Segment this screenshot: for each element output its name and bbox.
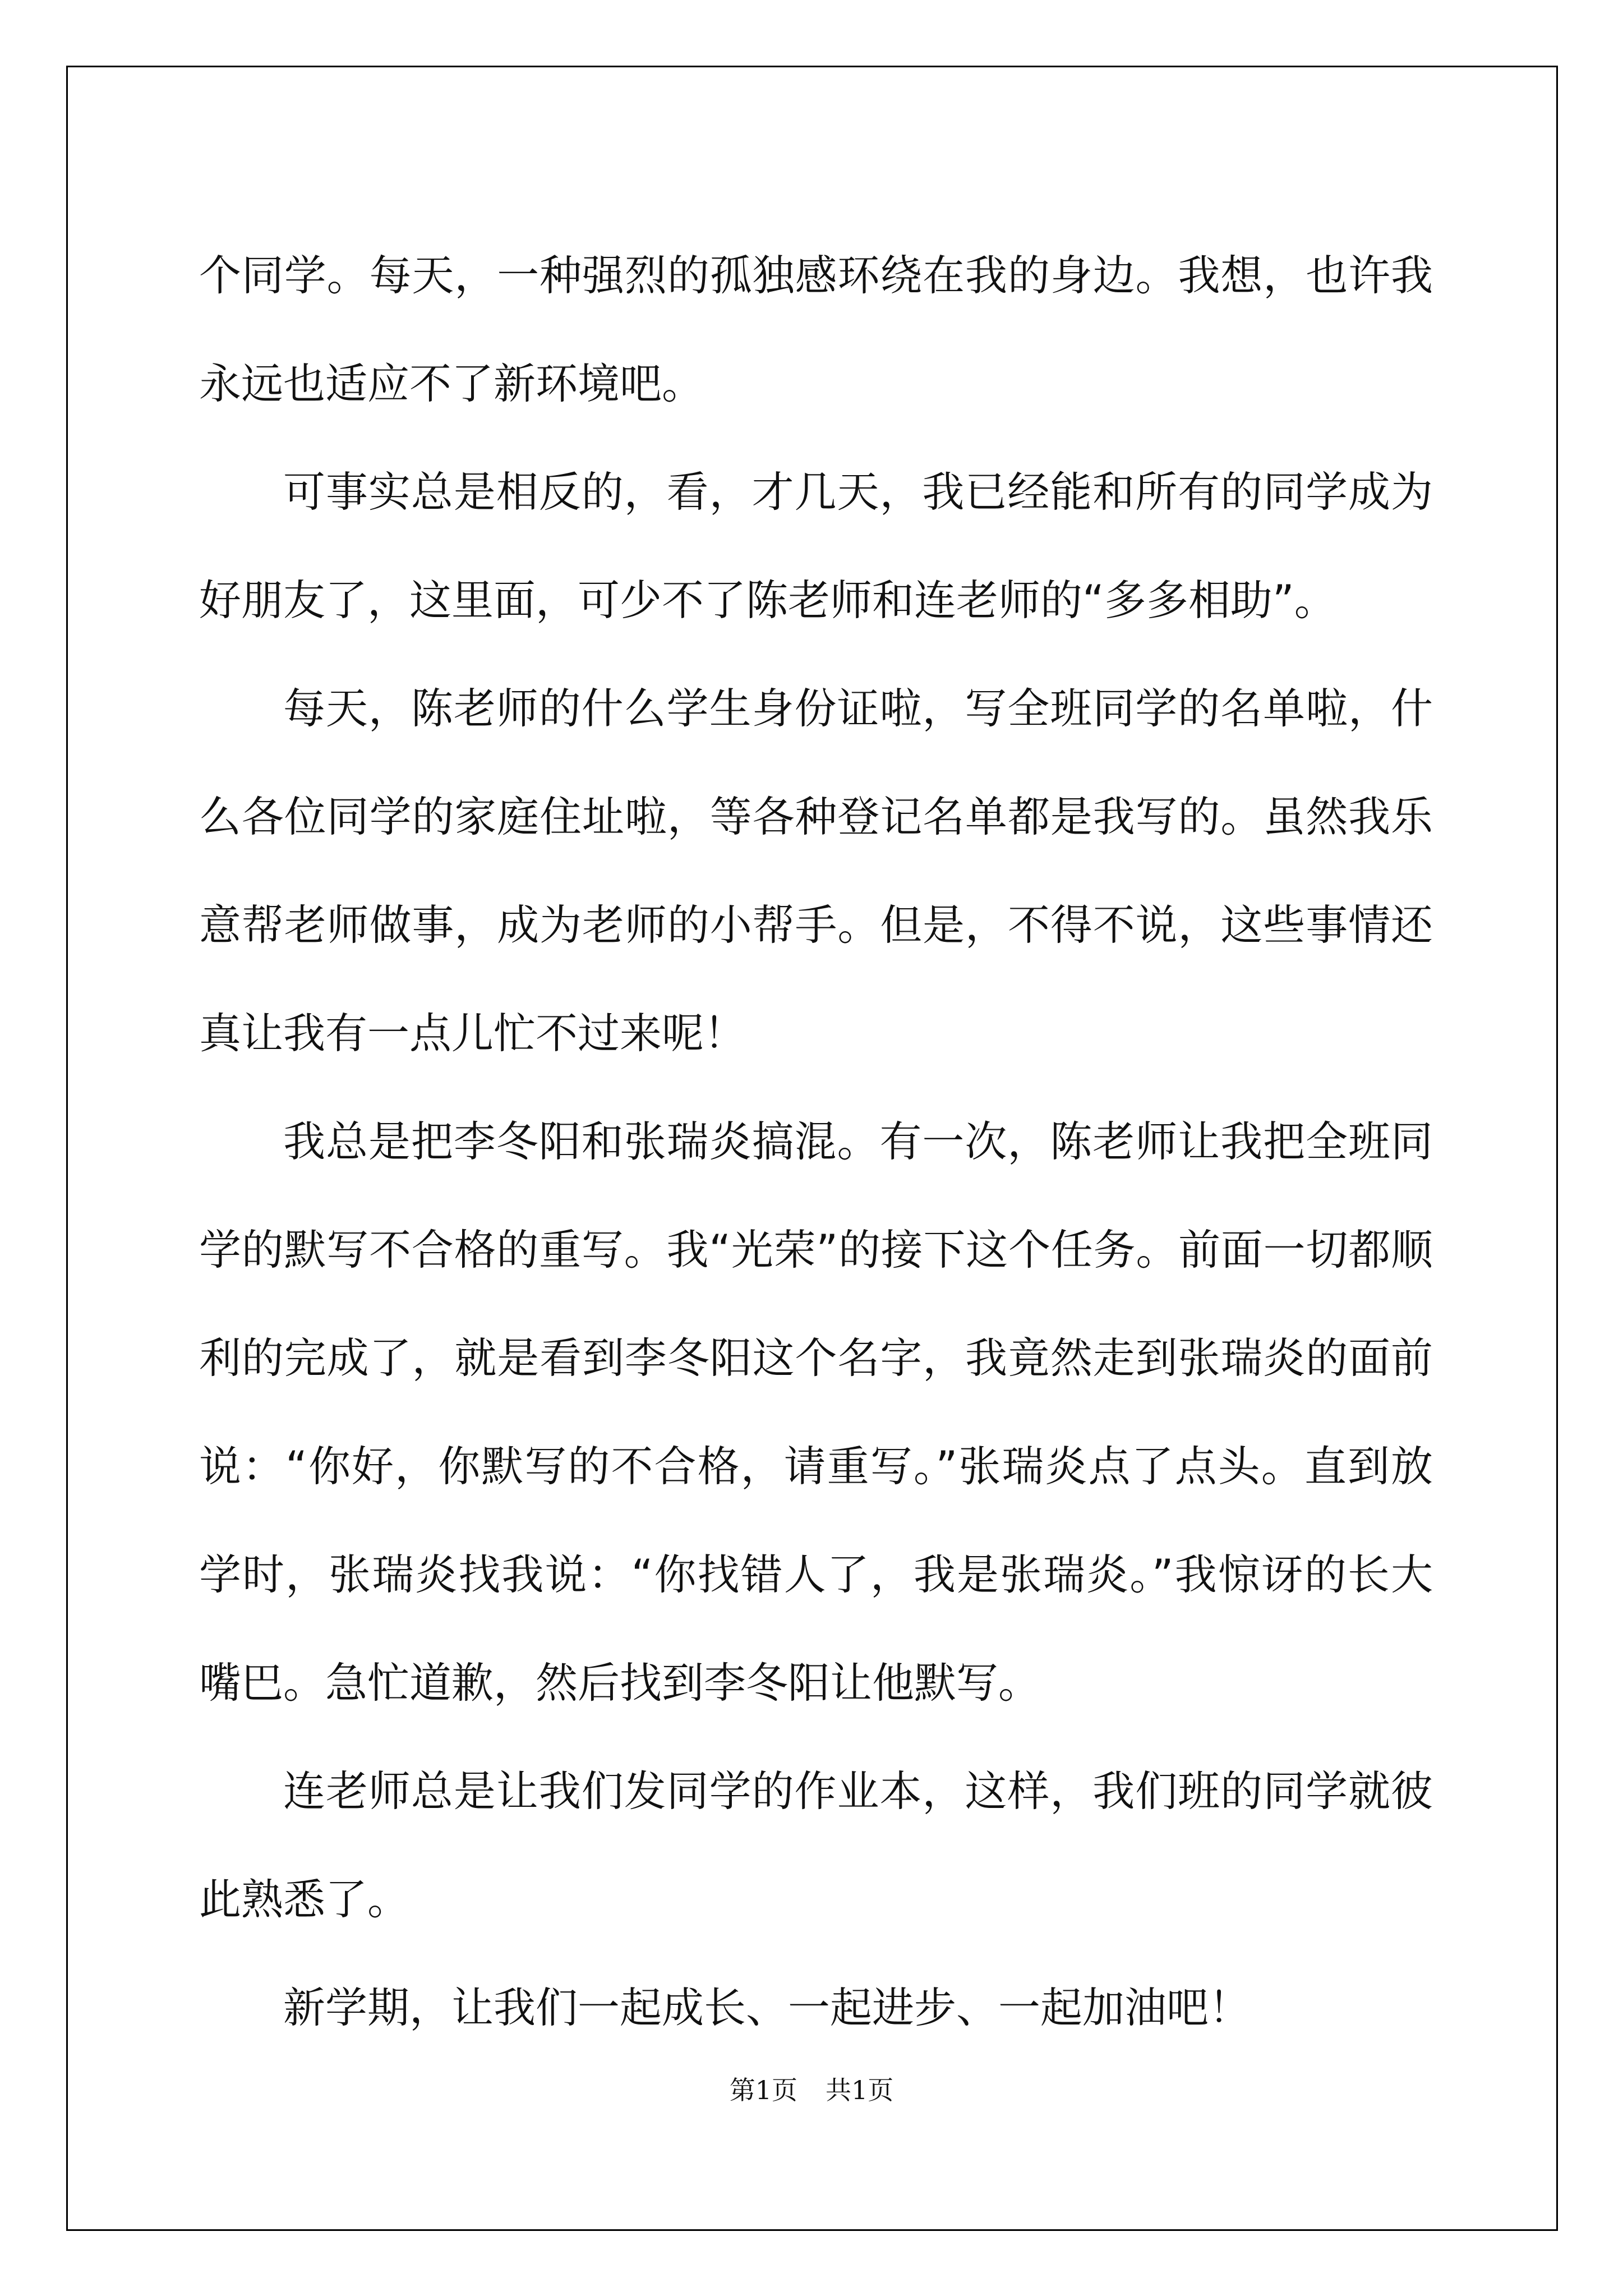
paragraph-1: 个同学。每天，一种强烈的孤独感环绕在我的身边。我想，也许我永远也适应不了新环境吧。 xyxy=(199,251,1433,408)
paragraph-4: 我总是把李冬阳和张瑞炎搞混。有一次，陈老师让我把全班同学的默写不合格的重写。我“光荣”的接下这个任务。前面一切都顺利的完成了，就是看到李冬阳这个名字，我竟然走到张瑞炎的面前说：“你好，你默写的不合格，请重写。”张瑞炎点了点头。直到放学时，张瑞炎找我说：“你找错人了，我是张瑞炎。”我惊讶的长大嘴巴。急忙道歉，然后找到李冬阳让他默写。 xyxy=(199,1117,1433,1708)
page-footer xyxy=(0,2070,1623,2107)
page-number-current: 第1页 xyxy=(729,2075,797,2105)
document-body xyxy=(199,222,1433,2062)
paragraph-3: 每天，陈老师的什么学生身份证啦，写全班同学的名单啦，什么各位同学的家庭住址啦，等各种登记名单都是我写的。虽然我乐意帮老师做事，成为老师的小帮手。但是，不得不说，这些事情还真让我有一点儿忙不过来呢！ xyxy=(199,684,1433,1058)
paragraph-5: 连老师总是让我们发同学的作业本，这样，我们班的同学就彼此熟悉了。 xyxy=(199,1766,1433,1924)
paragraph-6: 新学期，让我们一起成长、一起进步、一起加油吧！ xyxy=(283,1983,1251,2032)
paragraph-2: 可事实总是相反的，看，才几天，我已经能和所有的同学成为好朋友了，这里面，可少不了陈老师和连老师的“多多相助”。 xyxy=(199,467,1433,625)
page-number-total: 共1页 xyxy=(826,2075,894,2105)
